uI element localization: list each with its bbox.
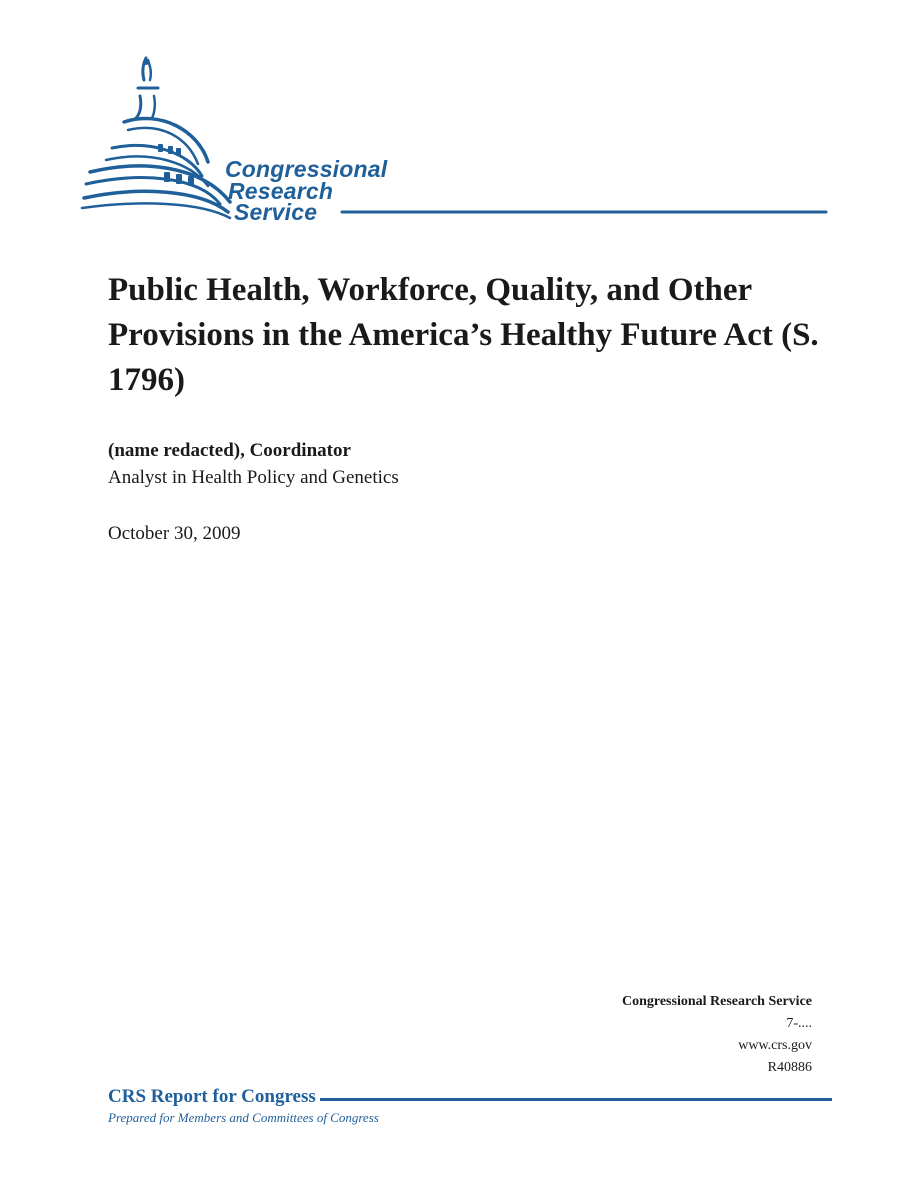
author-role: Analyst in Health Policy and Genetics bbox=[108, 467, 399, 488]
footer-subtitle: Prepared for Members and Committees of Congress bbox=[108, 1110, 379, 1125]
report-number: R40886 bbox=[767, 1060, 812, 1075]
logo-text-service: Service bbox=[234, 199, 318, 225]
footer bbox=[108, 1086, 832, 1126]
logo-text-congressional: Congressional bbox=[225, 156, 388, 182]
crs-org-name: Congressional Research Service bbox=[621, 994, 812, 1009]
crs-contact-block bbox=[622, 991, 812, 1079]
footer-rule bbox=[320, 1098, 832, 1101]
author-name: (name redacted), Coordinator bbox=[108, 440, 351, 461]
footer-title-row bbox=[108, 1086, 832, 1108]
report-title: Public Health, Workforce, Quality, and Other Provisions in the America’s Healthy Future Act (S. 1796) bbox=[108, 272, 819, 398]
logo-text-research: Research bbox=[228, 178, 334, 204]
footer-title: CRS Report for Congress bbox=[108, 1086, 316, 1107]
crs-logo bbox=[80, 52, 840, 232]
report-date: October 30, 2009 bbox=[108, 523, 241, 544]
crs-website-link[interactable]: www.crs.gov bbox=[738, 1038, 812, 1053]
crs-phone: 7-.... bbox=[786, 1016, 812, 1031]
capitol-dome-icon bbox=[80, 52, 840, 232]
